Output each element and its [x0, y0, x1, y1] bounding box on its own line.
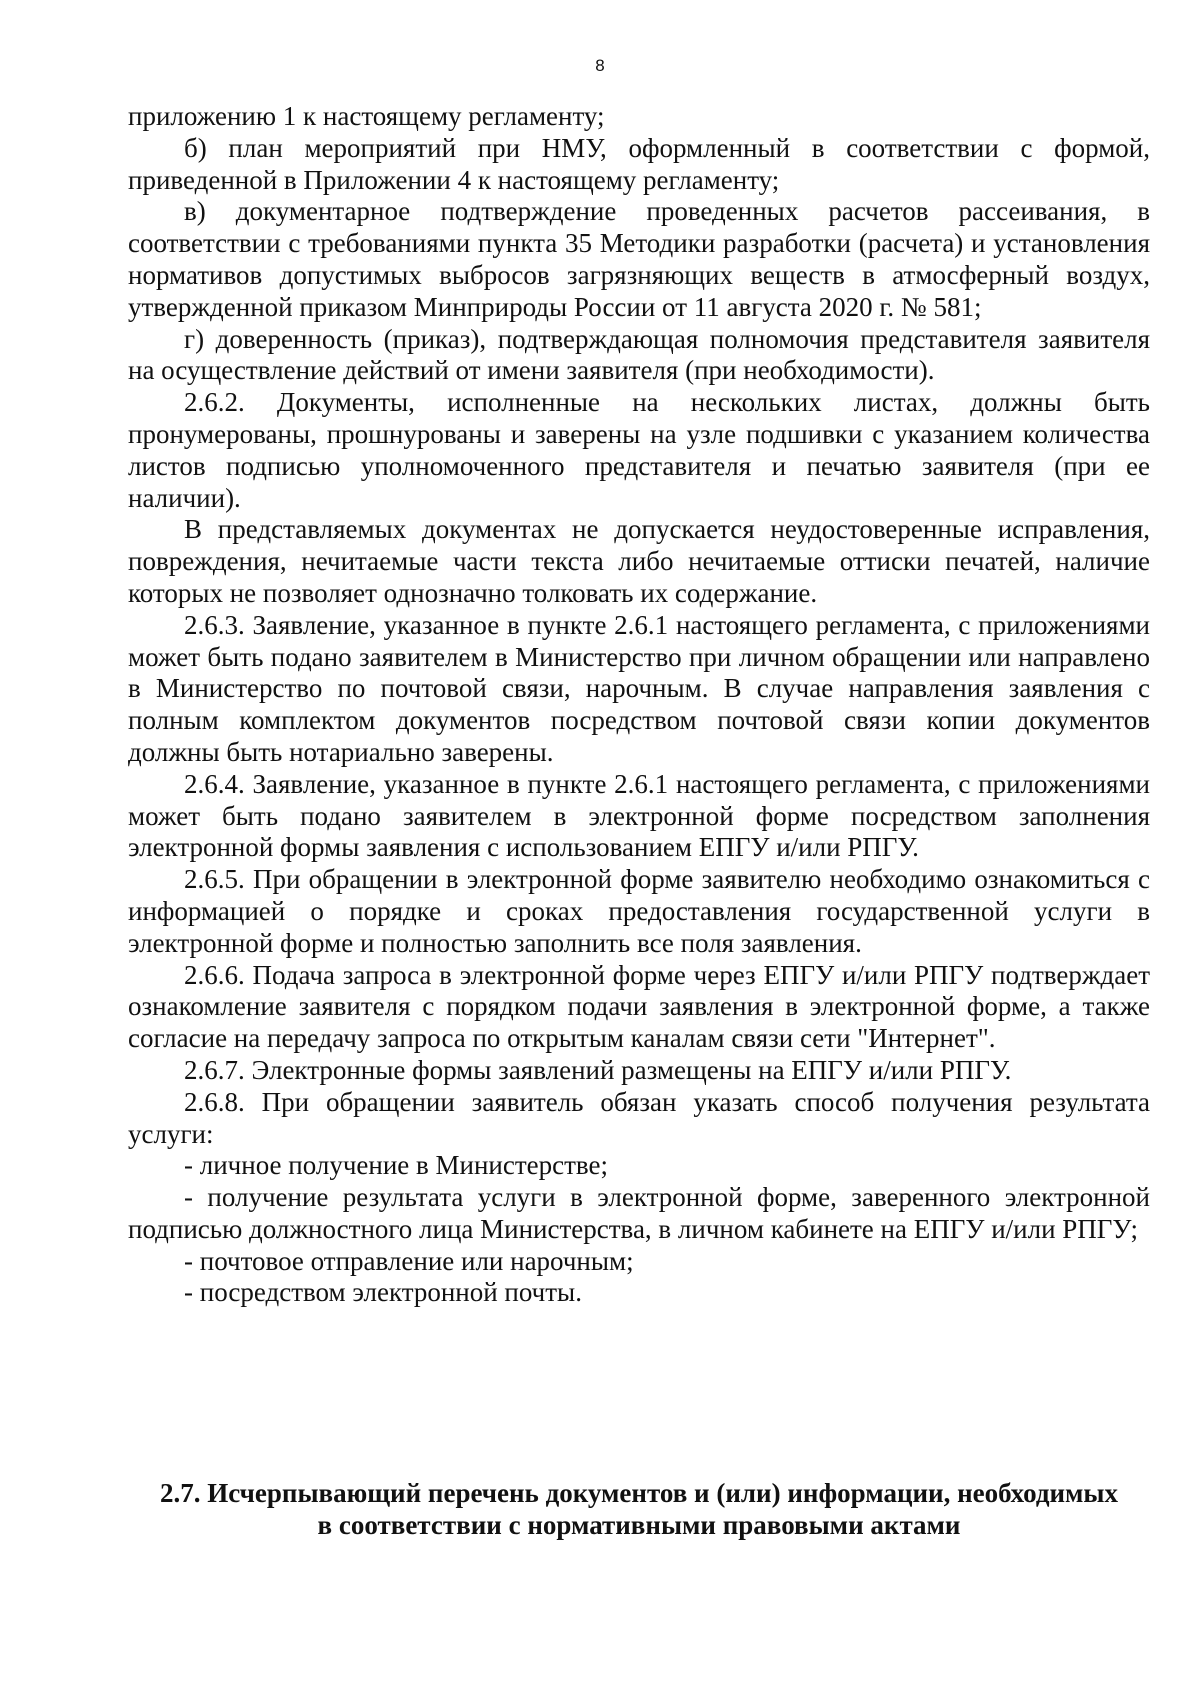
paragraph: 2.6.7. Электронные формы заявлений размещены на ЕПГУ и/или РПГУ. — [184, 1054, 1012, 1085]
document-body — [128, 101, 1150, 1309]
paragraph: в) документарное подтверждение проведенных расчетов рассеивания, в соответствии с требованиями пункта 35 Методики разработки (расчета) и установления нормативов допустимых выбросов загрязняющих веществ в атмосферный воздух, утвержденной приказом Минприроды России от 11 августа 2020 г. № 581; — [128, 196, 1150, 322]
section-heading — [128, 1477, 1150, 1541]
paragraph: б) план мероприятий при НМУ, оформленный в соответствии с формой, приведенной в Приложении 4 к настоящему регламенту; — [128, 132, 1150, 195]
list-item: - посредством электронной почты. — [184, 1277, 582, 1308]
paragraph: 2.6.5. При обращении в электронной форме заявителю необходимо ознакомиться с информацией о порядке и сроках предоставления государственной услуги в электронной форме и полностью заполнить все поля заявления. — [128, 864, 1150, 958]
list-item: - почтовое отправление или нарочным; — [184, 1245, 634, 1276]
page-number: 8 — [595, 56, 605, 75]
paragraph: 2.6.3. Заявление, указанное в пункте 2.6.1 настоящего регламента, с приложениями может быть подано заявителем в Министерство при личном обращении или направлено в Министерство по почтовой связи, нарочным. В случае направления заявления с полным комплектом документов посредством почтовой связи копии документов должны быть нотариально заверены. — [128, 609, 1150, 767]
list-item: - личное получение в Министерстве; — [184, 1150, 608, 1181]
paragraph: 2.6.8. При обращении заявитель обязан указать способ получения результата услуги: — [128, 1086, 1150, 1149]
paragraph: 2.6.2. Документы, исполненные на нескольких листах, должны быть пронумерованы, прошнурованы и заверены на узле подшивки с указанием количества листов подписью уполномоченного представителя и печатью заявителя (при ее наличии). — [128, 387, 1150, 513]
list-item: - получение результата услуги в электронной форме, заверенного электронной подписью должностного лица Министерства, в личном кабинете на ЕПГУ и/или РПГУ; — [128, 1182, 1150, 1244]
section-heading-line: 2.7. Исчерпывающий перечень документов и (или) информации, необходимых — [159, 1478, 1119, 1508]
paragraph: приложению 1 к настоящему регламенту; — [128, 101, 605, 131]
paragraph: В представляемых документах не допускается неудостоверенные исправления, повреждения, нечитаемые части текста либо нечитаемые оттиски печатей, наличие которых не позволяет однозначно толковать их содержание. — [128, 514, 1150, 608]
paragraph: г) доверенность (приказ), подтверждающая полномочия представителя заявителя на осуществление действий от имени заявителя (при необходимости). — [128, 323, 1150, 386]
paragraph: 2.6.4. Заявление, указанное в пункте 2.6.1 настоящего регламента, с приложениями может быть подано заявителем в электронной форме посредством заполнения электронной формы заявления с использованием ЕПГУ и/или РПГУ. — [128, 768, 1150, 863]
paragraph: 2.6.6. Подача запроса в электронной форме через ЕПГУ и/или РПГУ подтверждает ознакомление заявителя с порядком подачи заявления в электронной форме, а также согласие на передачу запроса по открытым каналам связи сети "Интернет". — [128, 959, 1150, 1054]
section-heading-line: в соответствии с нормативными правовыми актами — [317, 1510, 961, 1540]
